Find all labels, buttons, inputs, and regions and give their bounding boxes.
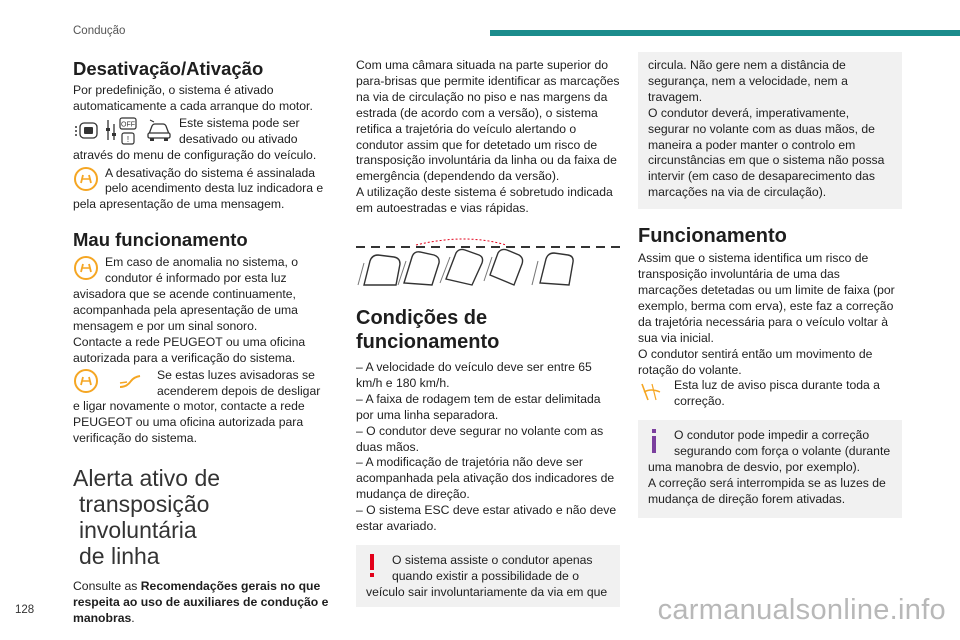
column-3 <box>638 52 902 518</box>
info-text-1: O condutor pode impedir a correção segurando com força o volante (durante uma manobra de desvio, por exemplo). <box>648 428 891 475</box>
malfunction-lamps-group <box>73 368 143 394</box>
info-text-2: A correção será interrompida se as luzes de mudança de direção forem ativadas. <box>648 475 886 506</box>
operation-text-2: O condutor sentirá então um movimento de rotação do volante. <box>638 346 873 377</box>
chapter-title-line-3: de linha <box>79 543 160 570</box>
correction-lamp-icon <box>638 378 664 409</box>
warning-text: O sistema assiste o condutor apenas quando existir a possibilidade de o veículo sair involuntariamente da via em que <box>366 552 608 599</box>
chapter-title-line-1: Alerta ativo de <box>73 465 221 492</box>
chapter-title-line-2: transposição involuntária <box>79 491 210 544</box>
watermark: carmanualsonline.info <box>657 594 946 626</box>
car-outline-icon <box>145 119 173 143</box>
steering-lamp-icon <box>117 368 143 394</box>
header-section-title: Condução <box>73 25 126 37</box>
intro-text-2: A utilização deste sistema é sobretudo indicada em autoestradas e vias rápidas. <box>356 185 613 216</box>
deactivation-heading: Desativação/Ativação <box>73 58 264 79</box>
header-accent-bar <box>490 30 960 36</box>
condition-item: – A faixa de rodagem tem de estar delimitada por uma linha separadora. <box>356 391 601 422</box>
menu-button-icon <box>73 120 99 142</box>
malfunction-text-1: Em caso de anomalia no sistema, o condutor é informado por esta luz avisadora que se acende continuamente, acompanhada pela apresentação de uma mensagem e por um sinal sonoro. <box>73 255 299 333</box>
operation-text-1: Assim que o sistema identifica um risco de transposição involuntária de uma das marcações detetadas ou um limite de faixa (por exemplo, berma com erva), este faz a correção da trajetória necessária para o veículo voltar à sua via inicial. <box>638 251 895 345</box>
warning-box <box>356 545 620 607</box>
operation-heading: Funcionamento <box>638 225 787 248</box>
lane-correction-illustration <box>356 235 620 287</box>
warning-cont-text-2: O condutor deverá, imperativamente, segurar no volante com as duas mãos, de maneira a poder manter o controlo em circunstâncias em que o sistema não possa intervir (em caso de desaparecimento das marcações na via de circulação). <box>648 105 885 200</box>
warning-cont-text-1: circula. Não gere nem a distância de segurança, nem a velocidade, nem a travagem. <box>648 58 848 104</box>
lane-lamp-icon <box>73 368 99 394</box>
svg-text:OFF: OFF <box>121 121 135 129</box>
deactivation-text-3: A desativação do sistema é assinalada pelo acendimento desta luz indicadora e pela apresentação de uma mensagem. <box>73 165 324 212</box>
malfunction-lamp-icon <box>73 255 99 286</box>
deactivation-text-1: Por predefinição, o sistema é ativado automaticamente a cada arranque do motor. <box>73 83 313 113</box>
page-number: 128 <box>15 604 35 616</box>
malfunction-text-3: Se estas luzes avisadoras se acenderem depois de desligar e ligar novamente o motor, contacte a rede PEUGEOT ou uma oficina autorizada para verificação do sistema. <box>73 367 321 446</box>
malfunction-text-2: Contacte a rede PEUGEOT ou uma oficina autorizada para a verificação do sistema. <box>73 334 306 365</box>
warning-exclamation-icon <box>366 553 380 584</box>
reference-bold-link: Recomendações gerais no que respeita ao uso de auxiliares de condução e manobras <box>73 579 329 625</box>
menu-buttons-icon-group <box>73 116 173 146</box>
column-1 <box>73 58 329 627</box>
conditions-heading-line-2: funcionamento <box>356 330 500 353</box>
warning-box-continued <box>638 52 902 209</box>
chapter-title <box>73 465 329 569</box>
condition-item: – O sistema ESC deve estar ativado e não deve estar avariado. <box>356 503 617 534</box>
conditions-heading-line-1: Condições de <box>356 306 488 329</box>
operation-text-3: Esta luz de aviso pisca durante toda a correção. <box>674 378 880 409</box>
lane-keep-lamp-icon <box>73 166 99 197</box>
info-icon <box>648 428 662 459</box>
column-2 <box>356 58 620 607</box>
vehicle-settings-icon <box>104 116 140 146</box>
condition-item: – A velocidade do veículo deve ser entre 65 km/h e 180 km/h. <box>356 359 592 390</box>
condition-item: – A modificação de trajetória não deve ser acompanhada pela ativação dos indicadores de mudança de direção. <box>356 455 615 502</box>
intro-text-1: Com uma câmara situada na parte superior do para-brisas que permite identificar as marcações na via de circulação no piso e nas margens da estrada (de acordo com a versão), o sistema retifica a trajetória do veículo alertando o condutor assim que for detetado um risco de transposição involuntária da linha ou da faixa de emergência (dependendo da versão). <box>356 58 620 184</box>
deactivation-text-2: Este sistema pode ser desativado ou ativado através do menu de configuração do veículo. <box>73 115 317 162</box>
svg-text:!: ! <box>126 134 130 144</box>
condition-item: – O condutor deve segurar no volante com as duas mãos. <box>356 423 604 454</box>
malfunction-heading: Mau funcionamento <box>73 229 248 251</box>
info-box <box>638 420 902 518</box>
reference-text: Consulte as Recomendações gerais no que respeita ao uso de auxiliares de condução e manobras. <box>73 579 329 625</box>
conditions-list <box>356 360 620 535</box>
